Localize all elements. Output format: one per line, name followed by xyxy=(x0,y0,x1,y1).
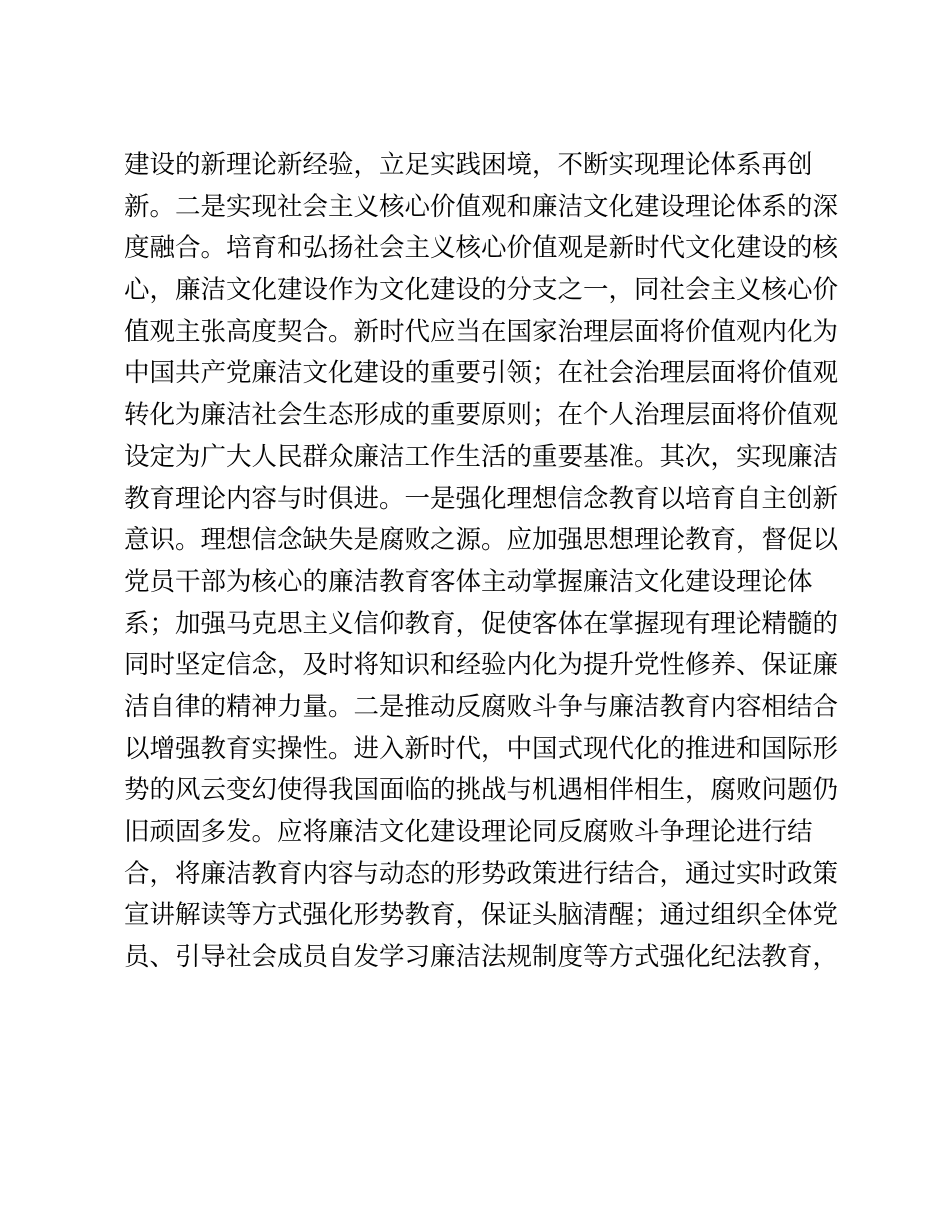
text-line: 洁自律的精神力量。二是推动反腐败斗争与廉洁教育内容相结合 xyxy=(124,691,839,722)
text-line: 以增强教育实操性。进入新时代，中国式现代化的推进和国际形 xyxy=(124,733,839,764)
text-line: 教育理论内容与时俱进。一是强化理想信念教育以培育自主创新 xyxy=(124,483,839,514)
text-line: 合，将廉洁教育内容与动态的形势政策进行结合，通过实时政策 xyxy=(124,858,839,889)
text-line: 意识。理想信念缺失是腐败之源。应加强思想理论教育，督促以 xyxy=(124,525,839,556)
body-text xyxy=(124,145,844,979)
text-line: 设定为广大人民群众廉洁工作生活的重要基准。其次，实现廉洁 xyxy=(124,441,839,472)
text-line: 员、引导社会成员自发学习廉洁法规制度等方式强化纪法教育， xyxy=(124,942,839,973)
text-line: 系；加强马克思主义信仰教育，促使客体在掌握现有理论精髓的 xyxy=(124,608,839,639)
text-line: 旧顽固多发。应将廉洁文化建设理论同反腐败斗争理论进行结 xyxy=(124,817,813,847)
text-line: 值观主张高度契合。新时代应当在国家治理层面将价值观内化为 xyxy=(124,316,839,347)
text-line: 建设的新理论新经验，立足实践困境，不断实现理论体系再创 xyxy=(124,150,813,180)
text-line: 势的风云变幻使得我国面临的挑战与机遇相伴相生，腐败问题仍 xyxy=(124,775,839,806)
text-line: 宣讲解读等方式强化形势教育，保证头脑清醒；通过组织全体党 xyxy=(124,900,839,931)
text-line: 心，廉洁文化建设作为文化建设的分支之一，同社会主义核心价 xyxy=(124,275,839,306)
text-line: 新。二是实现社会主义核心价值观和廉洁文化建设理论体系的深 xyxy=(124,191,839,222)
text-line: 转化为廉洁社会生态形成的重要原则；在个人治理层面将价值观 xyxy=(124,400,839,431)
text-line: 度融合。培育和弘扬社会主义核心价值观是新时代文化建设的核 xyxy=(124,233,839,264)
text-line: 中国共产党廉洁文化建设的重要引领；在社会治理层面将价值观 xyxy=(124,358,839,389)
text-line: 党员干部为核心的廉洁教育客体主动掌握廉洁文化建设理论体 xyxy=(124,566,813,597)
text-line: 同时坚定信念，及时将知识和经验内化为提升党性修养、保证廉 xyxy=(124,650,839,681)
